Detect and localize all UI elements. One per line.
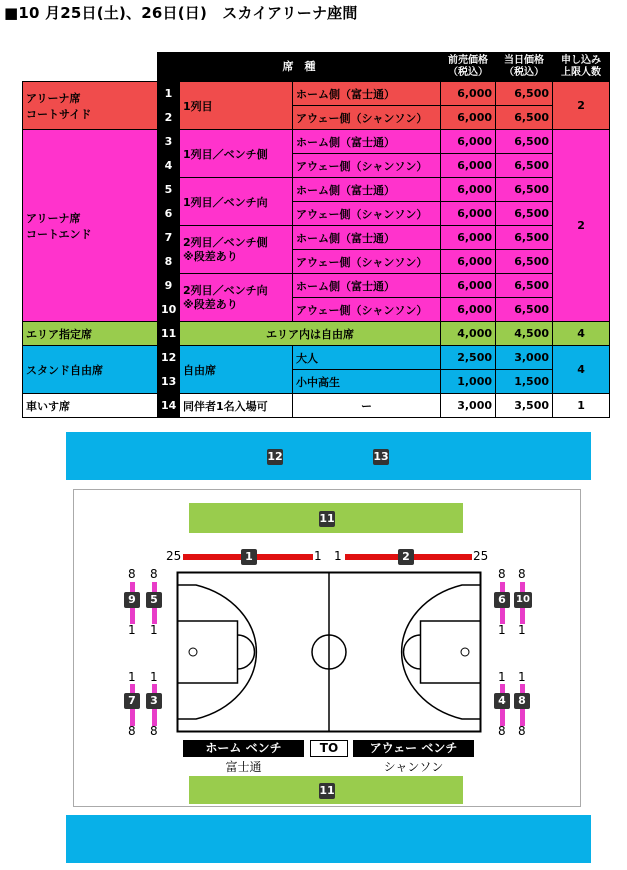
seat-name: 同伴者1名入場可 bbox=[180, 394, 293, 418]
limit-courtend: 2 bbox=[553, 130, 610, 322]
advance-price: 6,000 bbox=[441, 106, 496, 130]
section-13-badge: 13 bbox=[373, 450, 389, 463]
seat-number: 3 bbox=[158, 130, 180, 154]
limit-stand: 4 bbox=[553, 346, 610, 394]
day-price: 3,000 bbox=[496, 346, 553, 370]
section-10-badge: 10 bbox=[514, 592, 532, 608]
end-label-1: 1 bbox=[150, 623, 158, 637]
end-label-1: 1 bbox=[518, 623, 526, 637]
seat-name: 1列目 bbox=[180, 82, 293, 130]
seat-number: 11 bbox=[158, 322, 180, 346]
section-8-badge: 8 bbox=[514, 693, 530, 709]
header-seat-type: 席 種 bbox=[158, 53, 441, 82]
seat-number: 13 bbox=[158, 370, 180, 394]
seat-number: 8 bbox=[158, 250, 180, 274]
section-9-badge: 9 bbox=[124, 592, 140, 608]
row1-seat-1-label: 1 bbox=[314, 549, 322, 563]
advance-price: 2,500 bbox=[441, 346, 496, 370]
header-limit: 申し込み 上限人数 bbox=[553, 53, 610, 82]
advance-price: 1,000 bbox=[441, 370, 496, 394]
seat-number: 2 bbox=[158, 106, 180, 130]
end-label-1: 1 bbox=[518, 670, 526, 684]
header-day-price: 当日価格 （税込） bbox=[496, 53, 553, 82]
seat-number: 6 bbox=[158, 202, 180, 226]
end-label-1: 1 bbox=[128, 623, 136, 637]
advance-price: 6,000 bbox=[441, 82, 496, 106]
side-label: ー bbox=[293, 394, 441, 418]
away-bench-label: アウェー ベンチ bbox=[353, 740, 474, 757]
home-bench-label: ホーム ベンチ bbox=[183, 740, 304, 757]
side-label: 大人 bbox=[293, 346, 441, 370]
day-price: 1,500 bbox=[496, 370, 553, 394]
blank-header bbox=[23, 53, 158, 82]
seat-name: 1列目／ベンチ向 bbox=[180, 178, 293, 226]
side-label: ホーム側（富士通） bbox=[293, 130, 441, 154]
end-label-8: 8 bbox=[128, 567, 136, 581]
seat-name: 1列目／ベンチ側 bbox=[180, 130, 293, 178]
seat-name: エリア内は自由席 bbox=[180, 322, 441, 346]
section-12-badge: 12 bbox=[267, 450, 283, 463]
seat-number: 7 bbox=[158, 226, 180, 250]
seat-name: 2列目／ベンチ向 ※段差あり bbox=[180, 274, 293, 322]
section-11-top-badge: 11 bbox=[319, 512, 335, 525]
end-label-1: 1 bbox=[498, 623, 506, 637]
end-label-1: 1 bbox=[150, 670, 158, 684]
group-arena-courtend: アリーナ席 コートエンド bbox=[23, 130, 158, 322]
end-label-8: 8 bbox=[518, 724, 526, 738]
basketball-court bbox=[176, 571, 482, 733]
limit-area: 4 bbox=[553, 322, 610, 346]
advance-price: 3,000 bbox=[441, 394, 496, 418]
day-price: 6,500 bbox=[496, 274, 553, 298]
side-label: アウェー側（シャンソン） bbox=[293, 250, 441, 274]
side-label: ホーム側（富士通） bbox=[293, 82, 441, 106]
limit-wheelchair: 1 bbox=[553, 394, 610, 418]
away-team-label: シャンソン bbox=[383, 760, 444, 774]
end-label-8: 8 bbox=[128, 724, 136, 738]
stand-bottom-block bbox=[66, 815, 591, 863]
row2-seat-1-label: 1 bbox=[334, 549, 342, 563]
side-label: アウェー側（シャンソン） bbox=[293, 154, 441, 178]
end-label-8: 8 bbox=[498, 724, 506, 738]
seat-number: 5 bbox=[158, 178, 180, 202]
end-label-8: 8 bbox=[498, 567, 506, 581]
day-price: 3,500 bbox=[496, 394, 553, 418]
side-label: ホーム側（富士通） bbox=[293, 178, 441, 202]
side-label: 小中高生 bbox=[293, 370, 441, 394]
section-3-badge: 3 bbox=[146, 693, 162, 709]
row1-seat-25-label: 25 bbox=[166, 549, 182, 563]
day-price: 6,500 bbox=[496, 82, 553, 106]
seat-number: 10 bbox=[158, 298, 180, 322]
home-team-label: 富士通 bbox=[225, 760, 262, 774]
side-label: アウェー側（シャンソン） bbox=[293, 298, 441, 322]
advance-price: 6,000 bbox=[441, 154, 496, 178]
end-label-8: 8 bbox=[518, 567, 526, 581]
day-price: 6,500 bbox=[496, 226, 553, 250]
seat-number: 9 bbox=[158, 274, 180, 298]
end-label-8: 8 bbox=[150, 567, 158, 581]
seat-number: 1 bbox=[158, 82, 180, 106]
seat-number: 4 bbox=[158, 154, 180, 178]
advance-price: 6,000 bbox=[441, 274, 496, 298]
section-6-badge: 6 bbox=[494, 592, 510, 608]
advance-price: 6,000 bbox=[441, 226, 496, 250]
group-wheelchair: 車いす席 bbox=[23, 394, 158, 418]
seat-number: 14 bbox=[158, 394, 180, 418]
day-price: 6,500 bbox=[496, 298, 553, 322]
seat-price-table bbox=[22, 52, 610, 418]
row2-seat-25-label: 25 bbox=[473, 549, 489, 563]
section-1-badge: 1 bbox=[241, 549, 257, 565]
advance-price: 6,000 bbox=[441, 202, 496, 226]
to-table-label: TO bbox=[310, 740, 348, 757]
advance-price: 6,000 bbox=[441, 298, 496, 322]
side-label: ホーム側（富士通） bbox=[293, 274, 441, 298]
advance-price: 6,000 bbox=[441, 130, 496, 154]
day-price: 6,500 bbox=[496, 106, 553, 130]
seat-name: 2列目／ベンチ側 ※段差あり bbox=[180, 226, 293, 274]
group-area: エリア指定席 bbox=[23, 322, 158, 346]
section-4-badge: 4 bbox=[494, 693, 510, 709]
day-price: 6,500 bbox=[496, 154, 553, 178]
header-advance-price: 前売価格 （税込） bbox=[441, 53, 496, 82]
side-label: アウェー側（シャンソン） bbox=[293, 106, 441, 130]
day-price: 4,500 bbox=[496, 322, 553, 346]
advance-price: 6,000 bbox=[441, 178, 496, 202]
section-11-bottom-badge: 11 bbox=[319, 784, 335, 797]
day-price: 6,500 bbox=[496, 130, 553, 154]
group-arena-courtside: アリーナ席 コートサイド bbox=[23, 82, 158, 130]
advance-price: 4,000 bbox=[441, 322, 496, 346]
limit-courtside: 2 bbox=[553, 82, 610, 130]
day-price: 6,500 bbox=[496, 250, 553, 274]
side-label: ホーム側（富士通） bbox=[293, 226, 441, 250]
day-price: 6,500 bbox=[496, 178, 553, 202]
seat-number: 12 bbox=[158, 346, 180, 370]
end-label-1: 1 bbox=[128, 670, 136, 684]
section-2-badge: 2 bbox=[398, 549, 414, 565]
page-title: ■10 月25日(土)、26日(日) スカイアリーナ座間 bbox=[4, 4, 358, 22]
stand-top-block bbox=[66, 432, 591, 480]
group-stand: スタンド自由席 bbox=[23, 346, 158, 394]
side-label: アウェー側（シャンソン） bbox=[293, 202, 441, 226]
end-label-8: 8 bbox=[150, 724, 158, 738]
section-7-badge: 7 bbox=[124, 693, 140, 709]
advance-price: 6,000 bbox=[441, 250, 496, 274]
day-price: 6,500 bbox=[496, 202, 553, 226]
seat-name: 自由席 bbox=[180, 346, 293, 394]
end-label-1: 1 bbox=[498, 670, 506, 684]
section-5-badge: 5 bbox=[146, 592, 162, 608]
